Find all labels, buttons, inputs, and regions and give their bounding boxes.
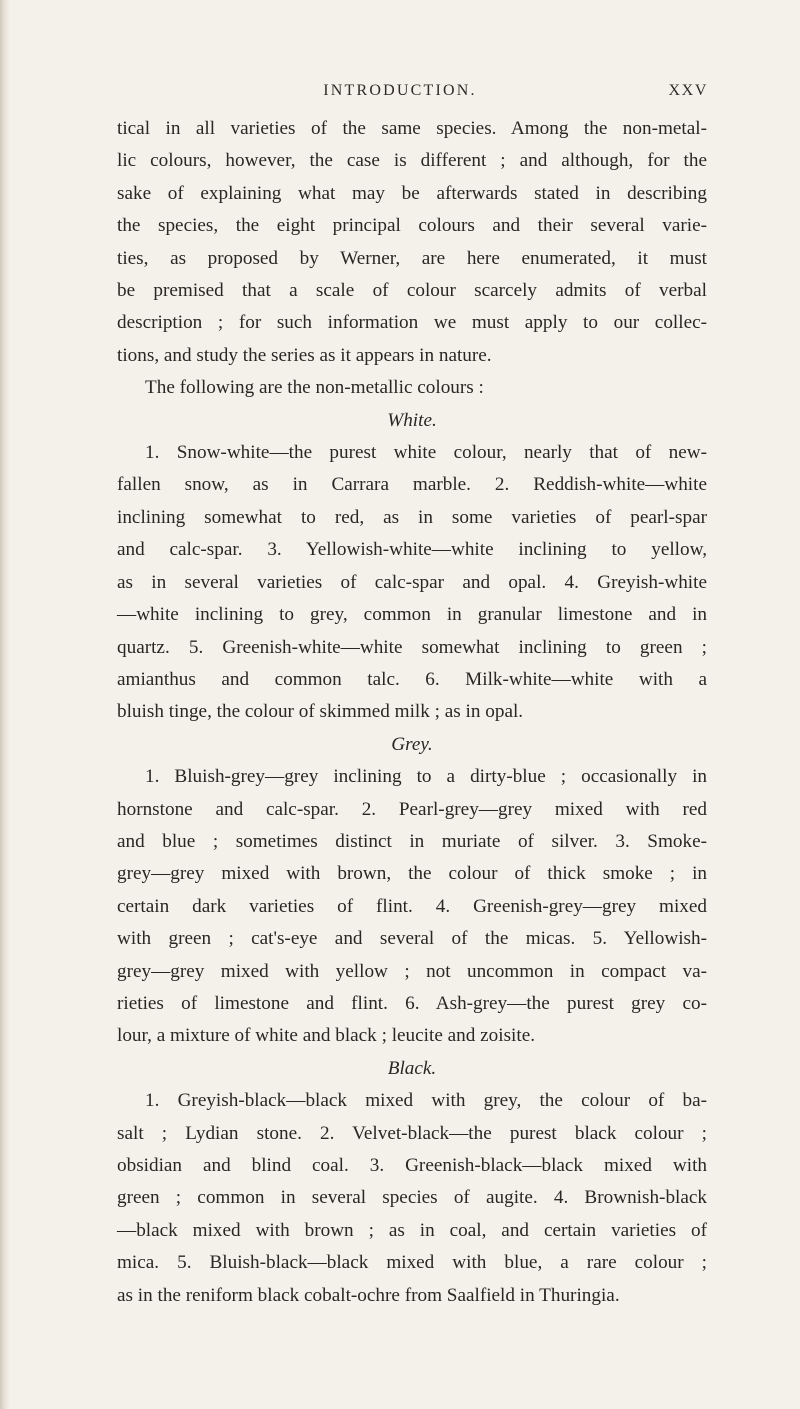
text-line: tions, and study the series as it appears in nature. (117, 344, 492, 366)
text-line: quartz. 5. Greenish-white—white somewhat inclining to green ; (117, 636, 707, 658)
text-line: amianthus and common talc. 6. Milk-white—white with a (117, 668, 707, 690)
intro-paragraph (117, 113, 707, 405)
section-white (117, 405, 707, 729)
text-line: and blue ; sometimes distinct in muriate of silver. 3. Smoke- (117, 830, 707, 852)
text-line: tical in all varieties of the same species. Among the non-metal- (117, 118, 707, 139)
text-line: ties, as proposed by Werner, are here enumerated, it must (117, 247, 707, 269)
text-line: be premised that a scale of colour scarcely admits of verbal (117, 280, 707, 302)
text-line: description ; for such information we must apply to our collec- (117, 312, 707, 334)
section-heading: White. (387, 409, 437, 431)
text-line: 1. Snow-white—the purest white colour, nearly that of new- (145, 442, 707, 464)
text-line: bluish tinge, the colour of skimmed milk ; as in opal. (117, 701, 524, 723)
text-line: grey—grey mixed with yellow ; not uncommon in compact va- (117, 960, 707, 982)
text-line: obsidian and blind coal. 3. Greenish-black—black mixed with (117, 1155, 707, 1176)
text-line: 1. Bluish-grey—grey inclining to a dirty-blue ; occasionally in (145, 766, 707, 788)
text-line: fallen snow, as in Carrara marble. 2. Reddish-white—white (117, 474, 707, 496)
text-line: the species, the eight principal colours and their several varie- (117, 215, 707, 237)
following-line: The following are the non-metallic colours : (145, 377, 484, 399)
text-line: as in the reniform black cobalt-ochre from Saalfield in Thuringia. (117, 1284, 620, 1306)
binding-edge (0, 0, 10, 1409)
text-line: mica. 5. Bluish-black—black mixed with blue, a rare colour ; (117, 1252, 707, 1274)
text-line: grey—grey mixed with brown, the colour of thick smoke ; in (117, 863, 707, 885)
text-line: sake of explaining what may be afterwards stated in describing (117, 182, 707, 204)
section-grey (117, 729, 707, 1053)
text-line: inclining somewhat to red, as in some varieties of pearl-spar (117, 506, 707, 528)
section-black (117, 1053, 707, 1312)
page-number: XXV (668, 82, 708, 99)
text-line: 1. Greyish-black—black mixed with grey, the colour of ba- (145, 1090, 707, 1112)
text-line: green ; common in several species of augite. 4. Brownish-black (117, 1187, 707, 1209)
running-head (0, 82, 800, 106)
text-line: with green ; cat's-eye and several of the micas. 5. Yellowish- (117, 928, 707, 950)
text-line: lic colours, however, the case is different ; and although, for the (117, 150, 707, 172)
text-line: lour, a mixture of white and black ; leucite and zoisite. (117, 1025, 536, 1047)
text-line: —white inclining to grey, common in granular limestone and in (117, 604, 707, 626)
text-line: hornstone and calc-spar. 2. Pearl-grey—grey mixed with red (117, 798, 707, 820)
body-text (117, 113, 707, 1312)
text-line: as in several varieties of calc-spar and opal. 4. Greyish-white (117, 571, 707, 593)
text-line: salt ; Lydian stone. 2. Velvet-black—the purest black colour ; (117, 1122, 707, 1144)
section-heading: Grey. (391, 733, 433, 755)
section-heading: Black. (387, 1057, 437, 1079)
text-line: certain dark varieties of flint. 4. Greenish-grey—grey mixed (117, 895, 707, 917)
text-line: rieties of limestone and flint. 6. Ash-grey—the purest grey co- (117, 992, 707, 1014)
text-line: and calc-spar. 3. Yellowish-white—white inclining to yellow, (117, 539, 707, 561)
running-title: INTRODUCTION. (323, 82, 477, 99)
text-line: —black mixed with brown ; as in coal, and certain varieties of (117, 1219, 707, 1241)
